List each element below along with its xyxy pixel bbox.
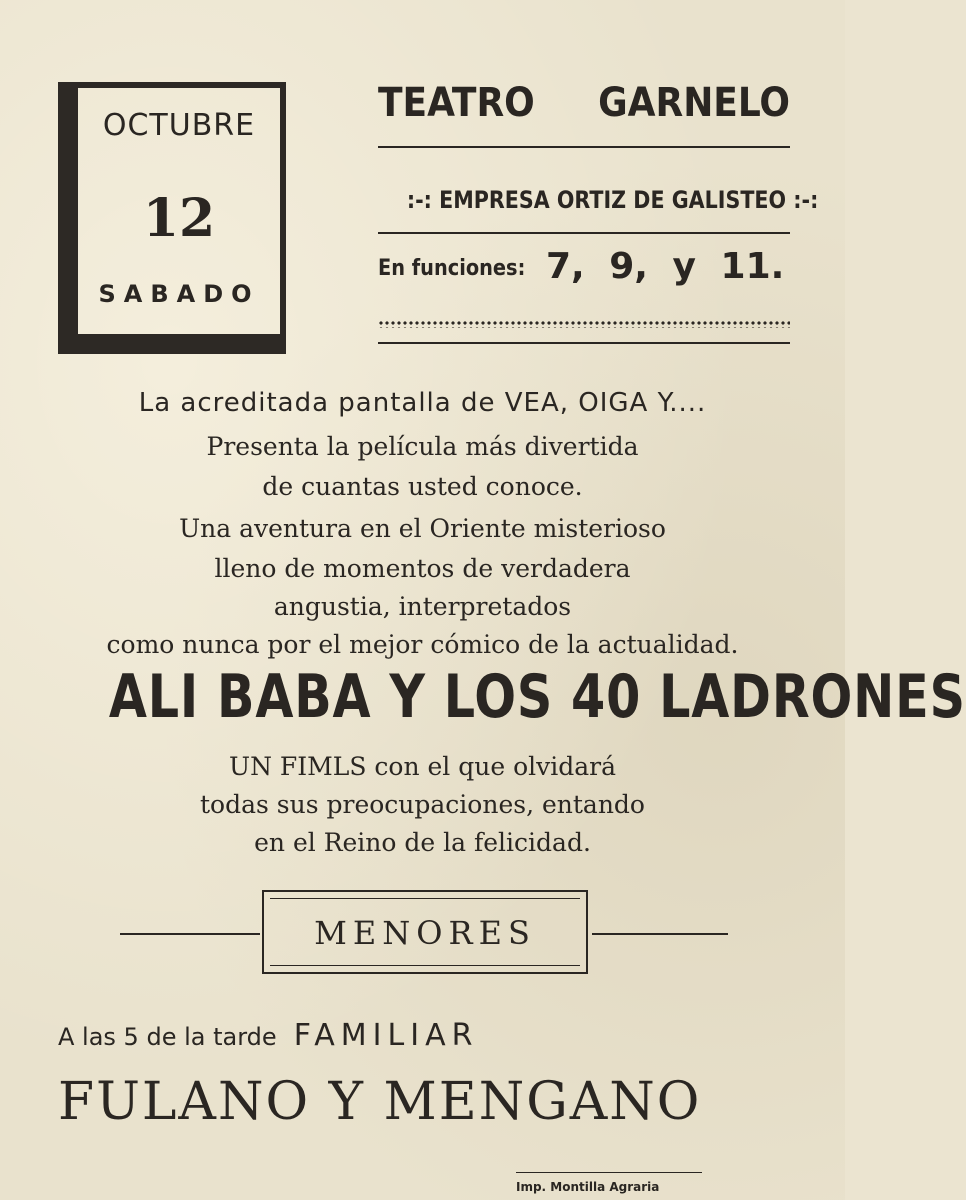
show-times-values: 7, 9, y 11. <box>546 246 785 287</box>
body-line: en el Reino de la felicidad. <box>254 828 591 857</box>
menores-side-rule-left <box>120 933 260 935</box>
show-times <box>378 246 790 287</box>
theater-name-word-1: TEATRO <box>378 80 535 126</box>
body-line: Una aventura en el Oriente misterioso <box>179 514 666 543</box>
calendar-month: OCTUBRE <box>102 108 256 143</box>
menores-side-rule-right <box>592 933 728 935</box>
calendar-frame-top <box>58 82 286 88</box>
theater-name-word-2: GARNELO <box>598 80 790 126</box>
familiar-line <box>58 1018 758 1053</box>
calendar-frame-bottom <box>58 334 286 354</box>
calendar-frame-right <box>280 82 286 342</box>
body-line: todas sus preocupaciones, entando <box>200 790 645 819</box>
theater-name <box>378 80 790 126</box>
calendar-weekday: SABADO <box>98 280 260 308</box>
printer-rule <box>516 1172 702 1173</box>
body-line: lleno de momentos de verdadera <box>214 554 631 583</box>
body-line: Presenta la película más divertida <box>206 432 639 461</box>
menores-label: MENORES <box>314 914 536 952</box>
company-name: :-: EMPRESA ORTIZ DE GALISTEO :-: <box>406 186 819 214</box>
printer-credit: Imp. Montilla Agraria <box>516 1180 660 1194</box>
body-line: de cuantas usted conoce. <box>262 472 583 501</box>
header-rule <box>378 146 790 148</box>
body-line: angustia, interpretados <box>273 592 572 621</box>
show-times-label: En funciones: <box>378 256 526 281</box>
second-feature-title: FULANO Y MENGANO <box>58 1072 702 1132</box>
header-bottom-rule <box>378 342 790 344</box>
familiar-time: A las 5 de la tarde <box>58 1023 277 1051</box>
film-title: ALI BABA Y LOS 40 LADRONES <box>108 662 966 732</box>
company-rule <box>378 232 790 234</box>
body-line: UN FIMLS con el que olvidará <box>229 752 616 781</box>
calendar-frame-left <box>58 82 78 354</box>
calendar-day: 12 <box>142 188 216 249</box>
familiar-category: FAMILIAR <box>293 1018 479 1053</box>
dotted-rule <box>378 320 790 328</box>
intro-line: La acreditada pantalla de VEA, OIGA Y.... <box>138 388 707 418</box>
body-line: como nunca por el mejor cómico de la actualidad. <box>106 630 739 659</box>
